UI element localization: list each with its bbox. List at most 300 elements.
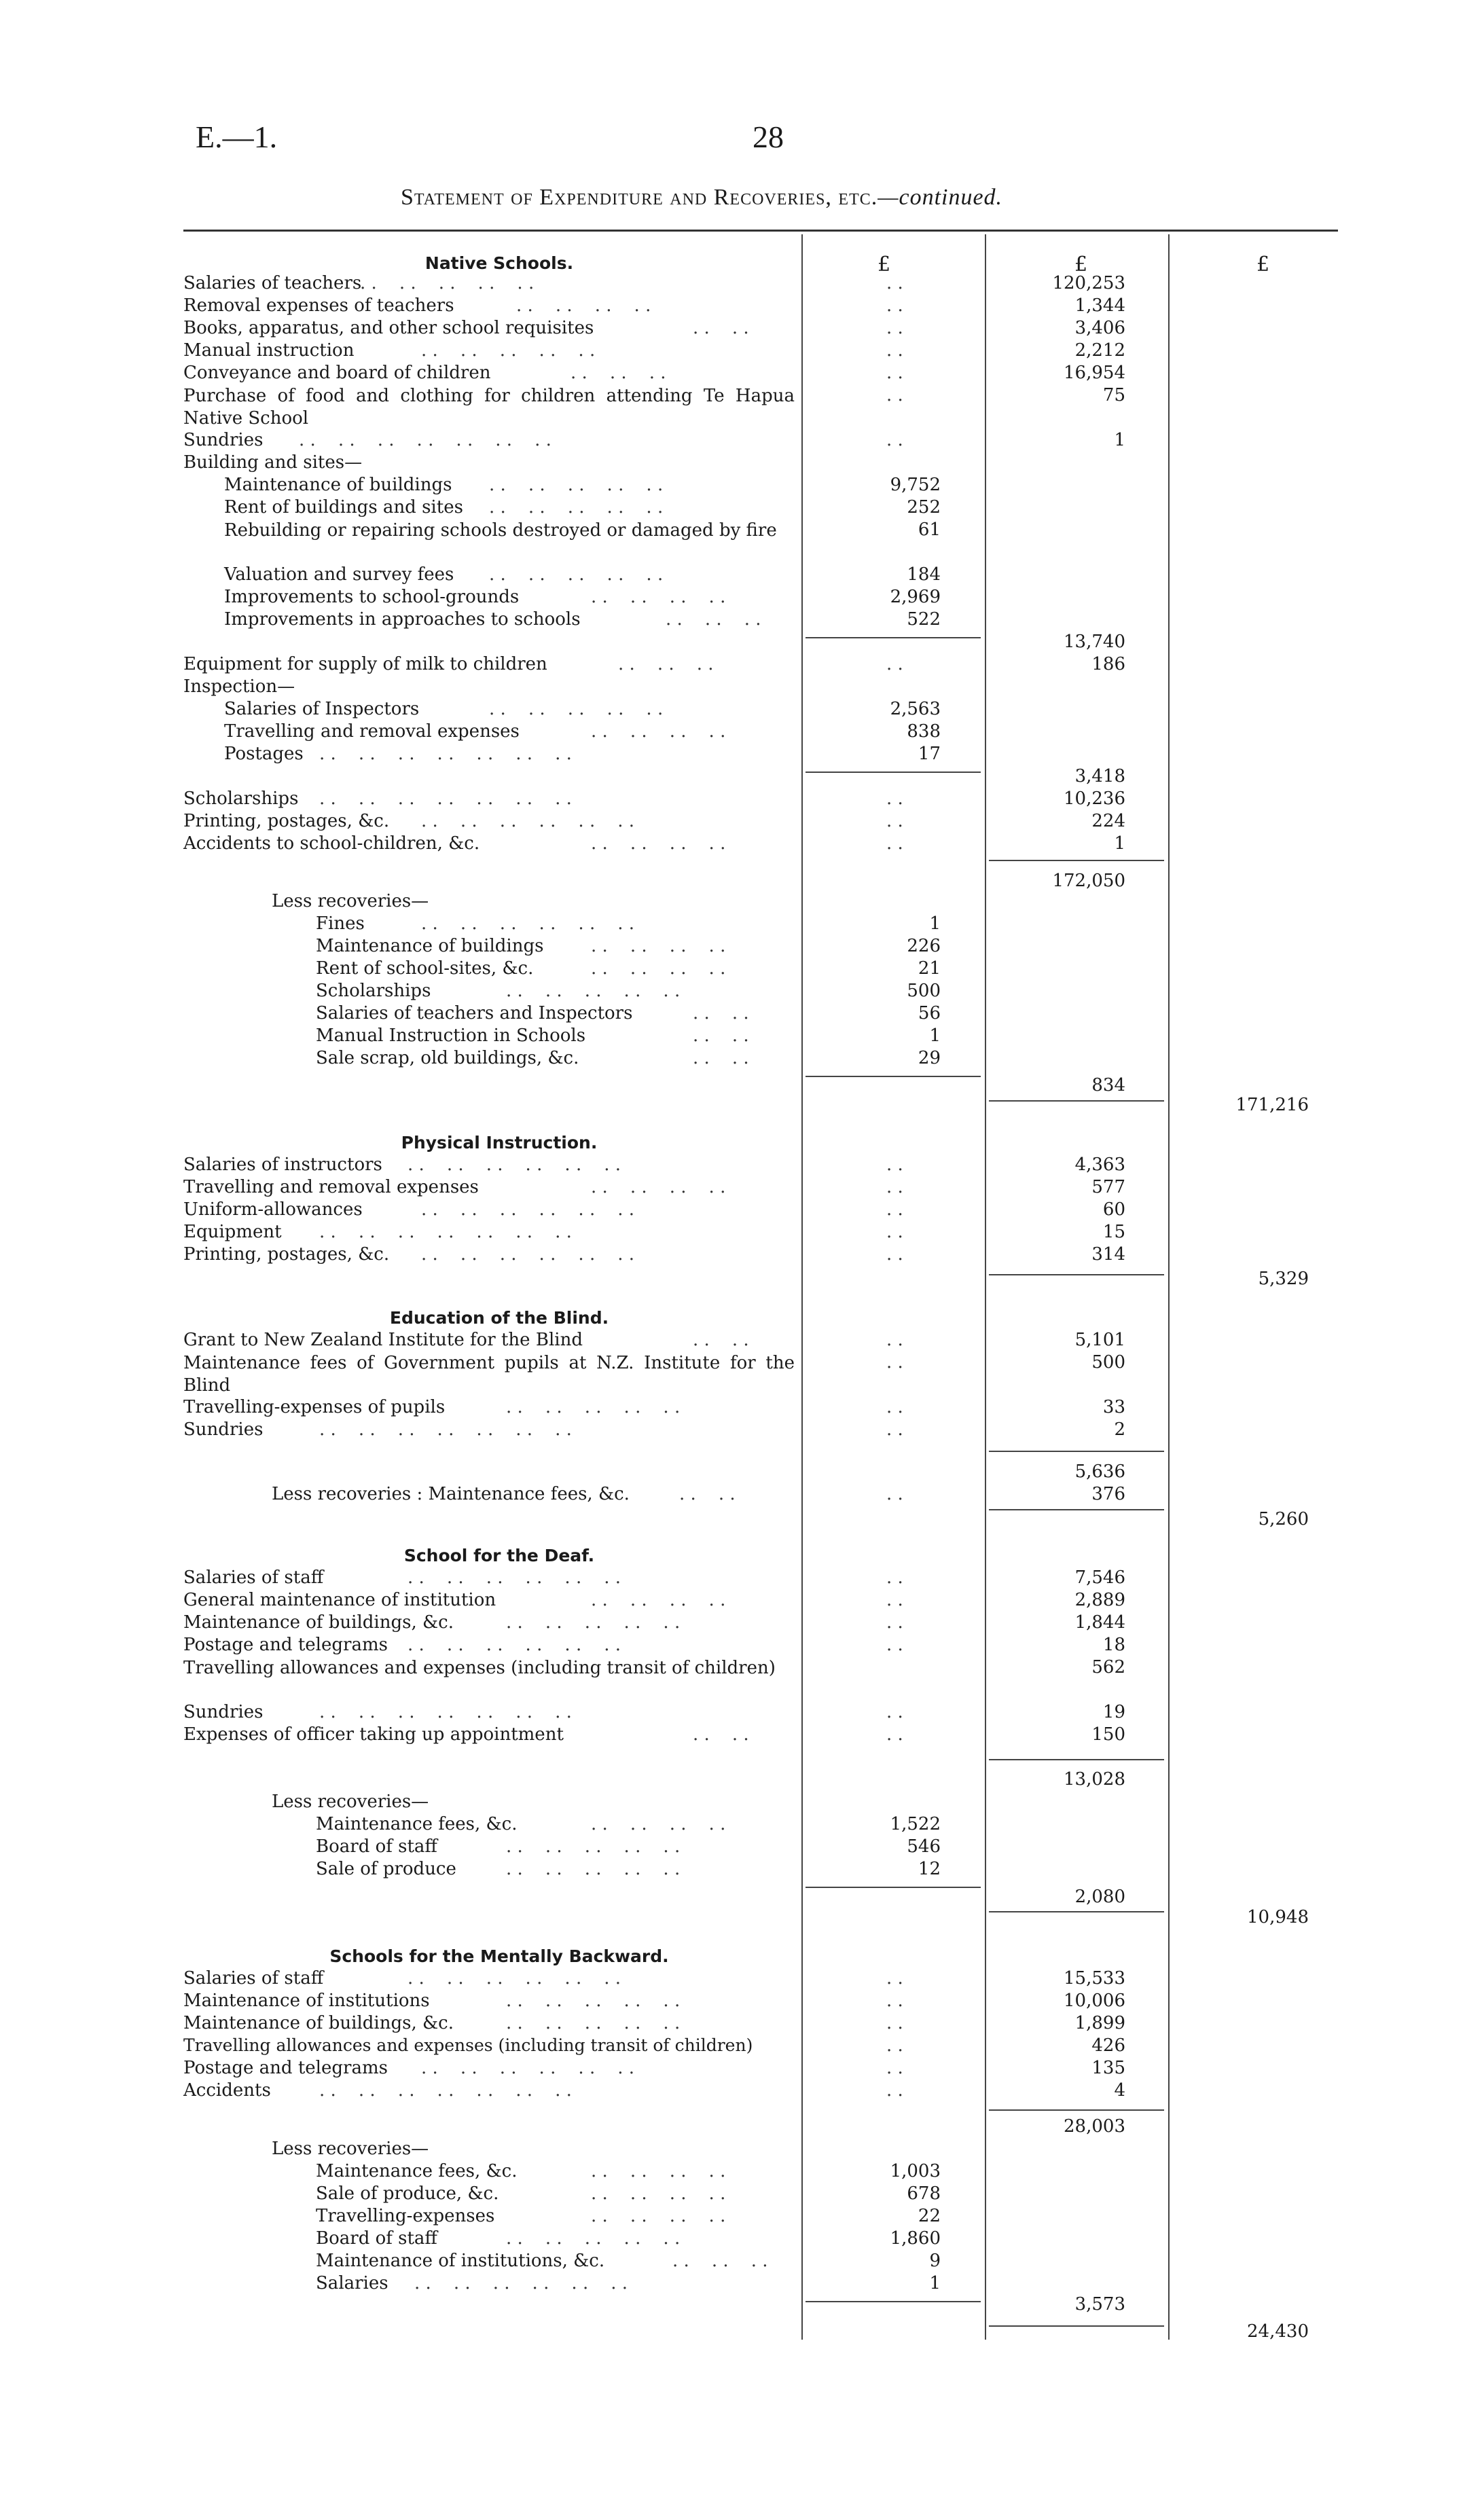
leader-dots: . . [886, 1724, 903, 1745]
amount-col1: 838 [907, 721, 941, 742]
leader-dots: . . [886, 1222, 903, 1242]
table-row [0, 497, 1484, 520]
row-label: Accidents [183, 2080, 271, 2101]
amount-col2: 4 [1114, 2080, 1125, 2101]
table-row [0, 654, 1484, 676]
leader-dots: . . [886, 318, 903, 338]
leader-dots: . . [886, 1155, 903, 1175]
amount-col2: 150 [1091, 1724, 1125, 1745]
leader-dots: . . [886, 654, 903, 674]
column-header-3: £ [1256, 253, 1270, 276]
amount-col2: 500 [1091, 1352, 1125, 1373]
top-rule [183, 230, 1338, 232]
row-label: Equipment [183, 1222, 282, 1242]
row-label: Salaries of staff [183, 1567, 324, 1588]
leader-dots: . . [886, 2035, 903, 2056]
table-row [0, 1968, 1484, 1991]
section-title-physical-instruction: Physical Instruction. [401, 1133, 598, 1153]
row-label: Inspection— [183, 676, 295, 697]
leader-dots: . . . . . . . . . . [489, 564, 664, 585]
amount-col2: 3,406 [1074, 318, 1125, 338]
row-label: Fines [316, 913, 365, 934]
leader-dots: . . . . . . . . . . . . [408, 1968, 621, 1989]
leader-dots: . . . . . . . . . . [489, 475, 664, 495]
amount-col1: 1 [929, 1026, 941, 1046]
amount-col1: 21 [918, 958, 941, 979]
table-row [0, 744, 1484, 766]
table-row [0, 1330, 1484, 1352]
row-label: Purchase of food and clothing for children attending Te Hapua Native School [183, 386, 795, 429]
table-row [0, 2013, 1484, 2035]
subtotal-rule [989, 1759, 1164, 1760]
leader-dots: . . [886, 1244, 903, 1265]
leader-dots: . . [886, 1702, 903, 1722]
row-label: Less recoveries— [272, 1792, 429, 1812]
row-label: Less recoveries : Maintenance fees, &c. [272, 1484, 630, 1504]
amount-col2: 16,954 [1064, 363, 1125, 383]
table-row [0, 520, 1484, 564]
row-label: Sale scrap, old buildings, &c. [316, 1048, 579, 1068]
row-label: Postages [224, 744, 304, 764]
leader-dots: . . . . . . . . [591, 936, 726, 956]
row-label: Sale of produce, &c. [316, 2183, 499, 2204]
amount-col2: 562 [1091, 1657, 1125, 1677]
amount-col2: 28,003 [1064, 2116, 1125, 2137]
leader-dots: . . [886, 1330, 903, 1350]
table-row [0, 318, 1484, 340]
leader-dots: . . . . . . . . . . . . . . [319, 1222, 572, 1242]
table-row [0, 788, 1484, 811]
table-row [0, 2251, 1484, 2273]
table-row [0, 632, 1484, 654]
table-row [0, 430, 1484, 452]
leader-dots: . . . . . . . . . . . . . . [319, 788, 572, 809]
row-label: Maintenance fees, &c. [316, 2161, 518, 2181]
amount-col2: 15 [1102, 1222, 1125, 1242]
leader-dots: . . [886, 295, 903, 316]
amount-col3: 5,329 [1258, 1269, 1309, 1289]
row-label: Postage and telegrams [183, 2058, 388, 2078]
row-label: Travelling and removal expenses [183, 1177, 479, 1197]
amount-col2: 426 [1091, 2035, 1125, 2056]
table-row [0, 385, 1484, 430]
amount-col2: 75 [1102, 385, 1125, 405]
row-label: Books, apparatus, and other school requisites [183, 318, 594, 338]
amount-col2: 7,546 [1074, 1567, 1125, 1588]
table-row [0, 1244, 1484, 1267]
amount-col2: 314 [1091, 1244, 1125, 1265]
amount-col3: 171,216 [1235, 1095, 1309, 1115]
amount-col1: 226 [907, 936, 941, 956]
table-row [0, 1702, 1484, 1724]
leader-dots: . . . . . . [571, 363, 666, 383]
leader-dots: . . . . . . [618, 654, 714, 674]
row-label: Scholarships [183, 788, 299, 809]
row-label: Salaries [316, 2273, 388, 2293]
leader-dots: . . . . . . [666, 609, 761, 630]
amount-col2: 33 [1102, 1397, 1125, 1417]
leader-dots: . . [886, 273, 903, 293]
amount-col1: 17 [918, 744, 941, 764]
leader-dots: . . . . . . . . [516, 295, 651, 316]
leader-dots: . . . . . . . . . . . . . . [299, 430, 551, 450]
leader-dots: . . . . . . . . . . [506, 1612, 681, 1633]
title-main: Statement of Expenditure and Recoveries, etc. [401, 185, 878, 210]
amount-col2: 3,418 [1074, 766, 1125, 786]
leader-dots: . . . . . . . . . . . . [421, 1199, 635, 1220]
row-label: Rent of buildings and sites [224, 497, 463, 518]
table-row [0, 1724, 1484, 1747]
leader-dots: . . . . . . . . . . . . [421, 2058, 635, 2078]
table-row [0, 1887, 1484, 1909]
amount-col1: 500 [907, 981, 941, 1001]
leader-dots: . . . . . . . . . . . . . . [319, 2080, 572, 2101]
amount-col1: 1,522 [890, 1814, 941, 1834]
amount-col1: 56 [918, 1003, 941, 1023]
amount-col3: 10,948 [1247, 1907, 1309, 1927]
leader-dots: . . [886, 1991, 903, 2011]
leader-dots: . . [886, 1612, 903, 1633]
leader-dots: . . . . . . . . [591, 1814, 726, 1834]
leader-dots: . . . . . . . . . . . . [414, 2273, 628, 2293]
amount-col2: 135 [1091, 2058, 1125, 2078]
row-label: Accidents to school-children, &c. [183, 833, 480, 854]
amount-col2: 60 [1102, 1199, 1125, 1220]
page-id: E.—1. [196, 120, 278, 154]
amount-col2: 2 [1114, 1419, 1125, 1440]
row-label: Rebuilding or repairing schools destroyed or damaged by fire [224, 520, 777, 541]
leader-dots: . . [886, 833, 903, 854]
table-row [0, 1095, 1484, 1117]
row-label: Scholarships [316, 981, 431, 1001]
leader-dots: . . . . . . . . [591, 587, 726, 607]
amount-col2: 2,080 [1074, 1887, 1125, 1907]
row-label: Expenses of officer taking up appointment [183, 1724, 564, 1745]
section-title-schools-mentally-backward: Schools for the Mentally Backward. [329, 1946, 669, 1966]
leader-dots: . . [886, 385, 903, 405]
amount-col2: 1 [1114, 430, 1125, 450]
amount-col1: 184 [907, 564, 941, 585]
row-label: Printing, postages, &c. [183, 1244, 390, 1265]
row-label: Less recoveries— [272, 2139, 429, 2159]
table-row [0, 1590, 1484, 1612]
table-row [0, 721, 1484, 744]
leader-dots: . . . . . . . . . . [506, 1859, 681, 1879]
amount-col1: 252 [907, 497, 941, 518]
table-row [0, 1462, 1484, 1484]
table-row [0, 363, 1484, 385]
row-label: Maintenance of buildings, &c. [183, 1612, 454, 1633]
leader-dots: . . . . . . . . . . [421, 340, 596, 361]
amount-col2: 10,006 [1064, 1991, 1125, 2011]
row-label: Uniform-allowances [183, 1199, 363, 1220]
amount-col2: 376 [1091, 1484, 1125, 1504]
amount-col2: 2,212 [1074, 340, 1125, 361]
table-row [0, 273, 1484, 295]
amount-col2: 186 [1091, 654, 1125, 674]
amount-col3: 24,430 [1247, 2321, 1309, 2342]
table-row [0, 1003, 1484, 1026]
table-row [0, 766, 1484, 788]
row-label: Salaries of Inspectors [224, 699, 420, 719]
amount-col2: 2,889 [1074, 1590, 1125, 1610]
leader-dots: . . . . . . . . . . [489, 497, 664, 518]
row-label: Board of staff [316, 2228, 437, 2249]
table-row [0, 1836, 1484, 1859]
amount-col1: 22 [918, 2206, 941, 2226]
leader-dots: . . [886, 2013, 903, 2033]
leader-dots: . . [886, 1567, 903, 1588]
leader-dots: . . . . . . . . . . [506, 1836, 681, 1857]
leader-dots: . . . . . . . . [591, 1590, 726, 1610]
leader-dots: . . . . . . . . [591, 2183, 726, 2204]
amount-col2: 5,101 [1074, 1330, 1125, 1350]
page-number: 28 [753, 120, 784, 154]
row-label: Manual Instruction in Schools [316, 1026, 586, 1046]
leader-dots: . . [886, 340, 903, 361]
amount-col2: 172,050 [1052, 871, 1125, 891]
table-row [0, 981, 1484, 1003]
table-row [0, 2161, 1484, 2183]
row-label: Maintenance of buildings [316, 936, 544, 956]
amount-col2: 577 [1091, 1177, 1125, 1197]
table-row [0, 340, 1484, 363]
leader-dots: . . . . . . . . . . . . . . [319, 1419, 572, 1440]
leader-dots: . . [886, 1352, 903, 1373]
leader-dots: . . [886, 2080, 903, 2101]
table-row [0, 699, 1484, 721]
amount-col1: 9,752 [890, 475, 941, 495]
leader-dots: . . . . . . . . . . . . [408, 1567, 621, 1588]
leader-dots: . . [886, 1177, 903, 1197]
table-row [0, 2035, 1484, 2058]
leader-dots: . . . . . . . . [591, 958, 726, 979]
column-header-2: £ [1074, 253, 1088, 276]
table-row [0, 913, 1484, 936]
table-row [0, 1222, 1484, 1244]
amount-col1: 522 [907, 609, 941, 630]
leader-dots: . . . . . . . . . . [506, 981, 681, 1001]
table-row [0, 1769, 1484, 1792]
table-row [0, 1907, 1484, 1929]
leader-dots: . . . . . . [672, 2251, 768, 2271]
row-label: Salaries of staff [183, 1968, 324, 1989]
amount-col1: 546 [907, 1836, 941, 1857]
row-label: Travelling-expenses of pupils [183, 1397, 446, 1417]
subtotal-rule [989, 1451, 1164, 1452]
table-row [0, 1269, 1484, 1291]
leader-dots: . . [886, 1635, 903, 1655]
table-row [0, 1199, 1484, 1222]
amount-col2: 834 [1091, 1075, 1125, 1095]
table-row [0, 609, 1484, 632]
row-label: Sundries [183, 1702, 264, 1722]
table-row [0, 1484, 1484, 1506]
row-label: Maintenance of buildings [224, 475, 452, 495]
amount-col2: 5,636 [1074, 1462, 1125, 1482]
amount-col3: 5,260 [1258, 1509, 1309, 1529]
table-row [0, 891, 1484, 913]
amount-col2: 15,533 [1064, 1968, 1125, 1989]
row-label: Rent of school-sites, &c. [316, 958, 534, 979]
leader-dots: . . [886, 1484, 903, 1504]
row-label: Improvements to school-grounds [224, 587, 520, 607]
amount-col1: 29 [918, 1048, 941, 1068]
table-row [0, 1814, 1484, 1836]
leader-dots: . . . . [693, 1724, 749, 1745]
table-row [0, 1991, 1484, 2013]
table-row [0, 1859, 1484, 1881]
leader-dots: . . . . . . . . [591, 721, 726, 742]
leader-dots: . . [886, 1397, 903, 1417]
row-label: Improvements in approaches to schools [224, 609, 581, 630]
amount-col1: 2,969 [890, 587, 941, 607]
table-row [0, 2139, 1484, 2161]
row-label: Equipment for supply of milk to children [183, 654, 547, 674]
row-label: Travelling allowances and expenses (including transit of children) [183, 2035, 753, 2055]
row-label: Sundries [183, 1419, 264, 1440]
amount-col1: 1 [929, 913, 941, 934]
table-row [0, 2183, 1484, 2206]
row-label: Salaries of teachers [183, 273, 362, 293]
amount-col2: 224 [1091, 811, 1125, 831]
table-row [0, 2058, 1484, 2080]
table-row [0, 871, 1484, 893]
row-label: Maintenance fees of Government pupils at N.Z. Institute for the Blind [183, 1353, 795, 1396]
amount-col2: 1,344 [1074, 295, 1125, 316]
row-label: Board of staff [316, 1836, 437, 1857]
row-label: Sundries [183, 430, 264, 450]
amount-col2: 18 [1102, 1635, 1125, 1655]
leader-dots: . . [886, 363, 903, 383]
leader-dots: . . [886, 1968, 903, 1989]
leader-dots: . . . . . . . . [591, 2206, 726, 2226]
amount-col2: 1,899 [1074, 2013, 1125, 2033]
leader-dots: . . . . . . . . . . . . [421, 1244, 635, 1265]
table-row [0, 811, 1484, 833]
leader-dots: . . . . [693, 1330, 749, 1350]
row-label: Maintenance of institutions [183, 1991, 430, 2011]
leader-dots: . . . . . . . . . . . . . . [319, 744, 572, 764]
leader-dots: . . . . . . . . [591, 833, 726, 854]
amount-col1: 61 [918, 520, 941, 540]
row-label: Printing, postages, &c. [183, 811, 390, 831]
table-row [0, 1155, 1484, 1177]
leader-dots: . . . . . . . . . . [360, 273, 535, 293]
row-label: Manual instruction [183, 340, 355, 361]
leader-dots: . . . . . . . . . . . . [408, 1635, 621, 1655]
leader-dots: . . . . [679, 1484, 736, 1504]
table-row [0, 1657, 1484, 1702]
table-row [0, 1048, 1484, 1070]
leader-dots: . . . . [693, 318, 749, 338]
leader-dots: . . . . . . . . . . [506, 1397, 681, 1417]
row-label: Sale of produce [316, 1859, 456, 1879]
amount-col1: 2,563 [890, 699, 941, 719]
table-row [0, 587, 1484, 609]
row-label: Valuation and survey fees [224, 564, 454, 585]
leader-dots: . . . . . . . . . . [506, 2013, 681, 2033]
row-label: Travelling and removal expenses [224, 721, 520, 742]
table-row [0, 936, 1484, 958]
amount-col2: 10,236 [1064, 788, 1125, 809]
table-row [0, 1419, 1484, 1442]
leader-dots: . . . . . . . . . . . . [421, 913, 635, 934]
leader-dots: . . . . . . . . . . . . . . [319, 1702, 572, 1722]
leader-dots: . . [886, 1590, 903, 1610]
amount-col1: 1,003 [890, 2161, 941, 2181]
row-label: Travelling-expenses [316, 2206, 495, 2226]
table-row [0, 2228, 1484, 2251]
row-label: Postage and telegrams [183, 1635, 388, 1655]
table-row [0, 2321, 1484, 2344]
leader-dots: . . . . [693, 1048, 749, 1068]
document-title [401, 185, 1002, 211]
amount-col1: 1,860 [890, 2228, 941, 2249]
table-row [0, 1352, 1484, 1397]
subtotal-rule [989, 860, 1164, 861]
row-label: Building and sites— [183, 452, 363, 473]
table-row [0, 1635, 1484, 1657]
section-title-education-of-the-blind: Education of the Blind. [389, 1308, 609, 1328]
row-label: Salaries of instructors [183, 1155, 382, 1175]
amount-col1: 1 [929, 2273, 941, 2293]
row-label: Travelling allowances and expenses (including transit of children) [183, 1658, 776, 1678]
row-label: Maintenance fees, &c. [316, 1814, 518, 1834]
row-label: Salaries of teachers and Inspectors [316, 1003, 633, 1023]
table-row [0, 1509, 1484, 1531]
row-label: Removal expenses of teachers [183, 295, 454, 316]
amount-col2: 4,363 [1074, 1155, 1125, 1175]
table-row [0, 1397, 1484, 1419]
leader-dots: . . . . . . . . . . [506, 2228, 681, 2249]
leader-dots: . . . . . . . . . . . . [421, 811, 635, 831]
table-row [0, 475, 1484, 497]
table-row [0, 452, 1484, 475]
amount-col2: 3,573 [1074, 2294, 1125, 2315]
section-title-school-for-the-deaf: School for the Deaf. [403, 1546, 595, 1565]
amount-col2: 19 [1102, 1702, 1125, 1722]
table-row [0, 1792, 1484, 1814]
row-label: Maintenance of buildings, &c. [183, 2013, 454, 2033]
leader-dots: . . [886, 788, 903, 809]
title-suffix: —continued. [877, 185, 1003, 210]
table-row [0, 564, 1484, 587]
amount-col2: 13,028 [1064, 1769, 1125, 1790]
table-row [0, 2116, 1484, 2139]
amount-col2: 1,844 [1074, 1612, 1125, 1633]
table-row [0, 958, 1484, 981]
table-row [0, 1567, 1484, 1590]
table-row [0, 1612, 1484, 1635]
leader-dots: . . . . [693, 1003, 749, 1023]
subtotal-rule [989, 2109, 1164, 2111]
leader-dots: . . . . [693, 1026, 749, 1046]
table-row [0, 295, 1484, 318]
leader-dots: . . [886, 1419, 903, 1440]
row-label: Conveyance and board of children [183, 363, 491, 383]
amount-col1: 12 [918, 1859, 941, 1879]
table-row [0, 1026, 1484, 1048]
row-label: Less recoveries— [272, 891, 429, 911]
leader-dots: . . [886, 811, 903, 831]
leader-dots: . . [886, 1199, 903, 1220]
leader-dots: . . . . . . . . . . [506, 1991, 681, 2011]
amount-col2: 1 [1114, 833, 1125, 854]
table-row [0, 2080, 1484, 2103]
table-row [0, 2294, 1484, 2317]
amount-col1: 9 [929, 2251, 941, 2271]
